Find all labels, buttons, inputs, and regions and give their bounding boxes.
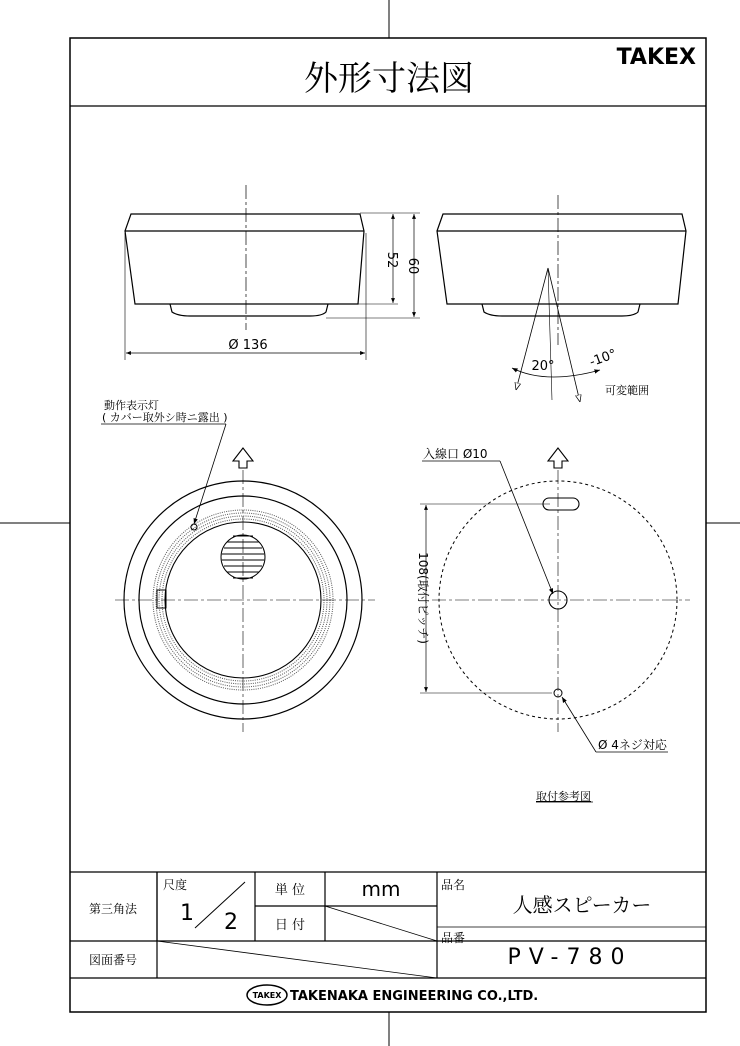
scale-denominator: 2	[224, 910, 238, 935]
product-name-label: 品名	[441, 878, 466, 892]
adjust-range-label: 可変範囲	[605, 384, 649, 397]
adjust-view	[437, 195, 686, 402]
product-no-label: 品番	[441, 931, 466, 945]
company-logo	[247, 985, 287, 1005]
side-view	[125, 185, 420, 360]
drawing-no-label: 図面番号	[88, 953, 138, 967]
unit-label: 単 位	[274, 883, 306, 898]
inlet-label: 入線口 Ø10	[423, 447, 488, 461]
svg-text:TAKEX: TAKEX	[252, 991, 282, 1000]
led-label: 動作表示灯	[104, 399, 159, 412]
product-name: 人感スピーカー	[512, 893, 652, 917]
front-view	[101, 424, 375, 732]
date-label: 日 付	[274, 918, 306, 933]
angle-positive-label: 20°	[531, 359, 555, 374]
screw-label: Ø 4ネジ対応	[598, 738, 667, 752]
angle-negative-label: -10°	[587, 346, 619, 371]
brand-logo: TAKEX	[616, 45, 696, 70]
product-no: PV-780	[507, 945, 633, 970]
scale-numerator: 1	[180, 901, 194, 926]
dim-height-outer: 60	[405, 257, 420, 275]
page-title: 外形寸法図	[304, 59, 474, 99]
mount-caption: 取付参考図	[536, 790, 591, 803]
dim-height-inner: 52	[384, 251, 399, 269]
scale-label: 尺度	[163, 878, 188, 892]
projection-label: 第三角法	[88, 902, 138, 916]
company-name: TAKENAKA ENGINEERING CO.,LTD.	[290, 989, 539, 1004]
dim-diameter: Ø 136	[228, 338, 268, 353]
led-label-note: ( カバー取外シ時ニ露出 )	[102, 411, 228, 424]
pitch-label: 108(取付ピッチ)	[416, 552, 430, 644]
mount-view	[420, 448, 690, 752]
unit-value: mm	[361, 877, 401, 901]
